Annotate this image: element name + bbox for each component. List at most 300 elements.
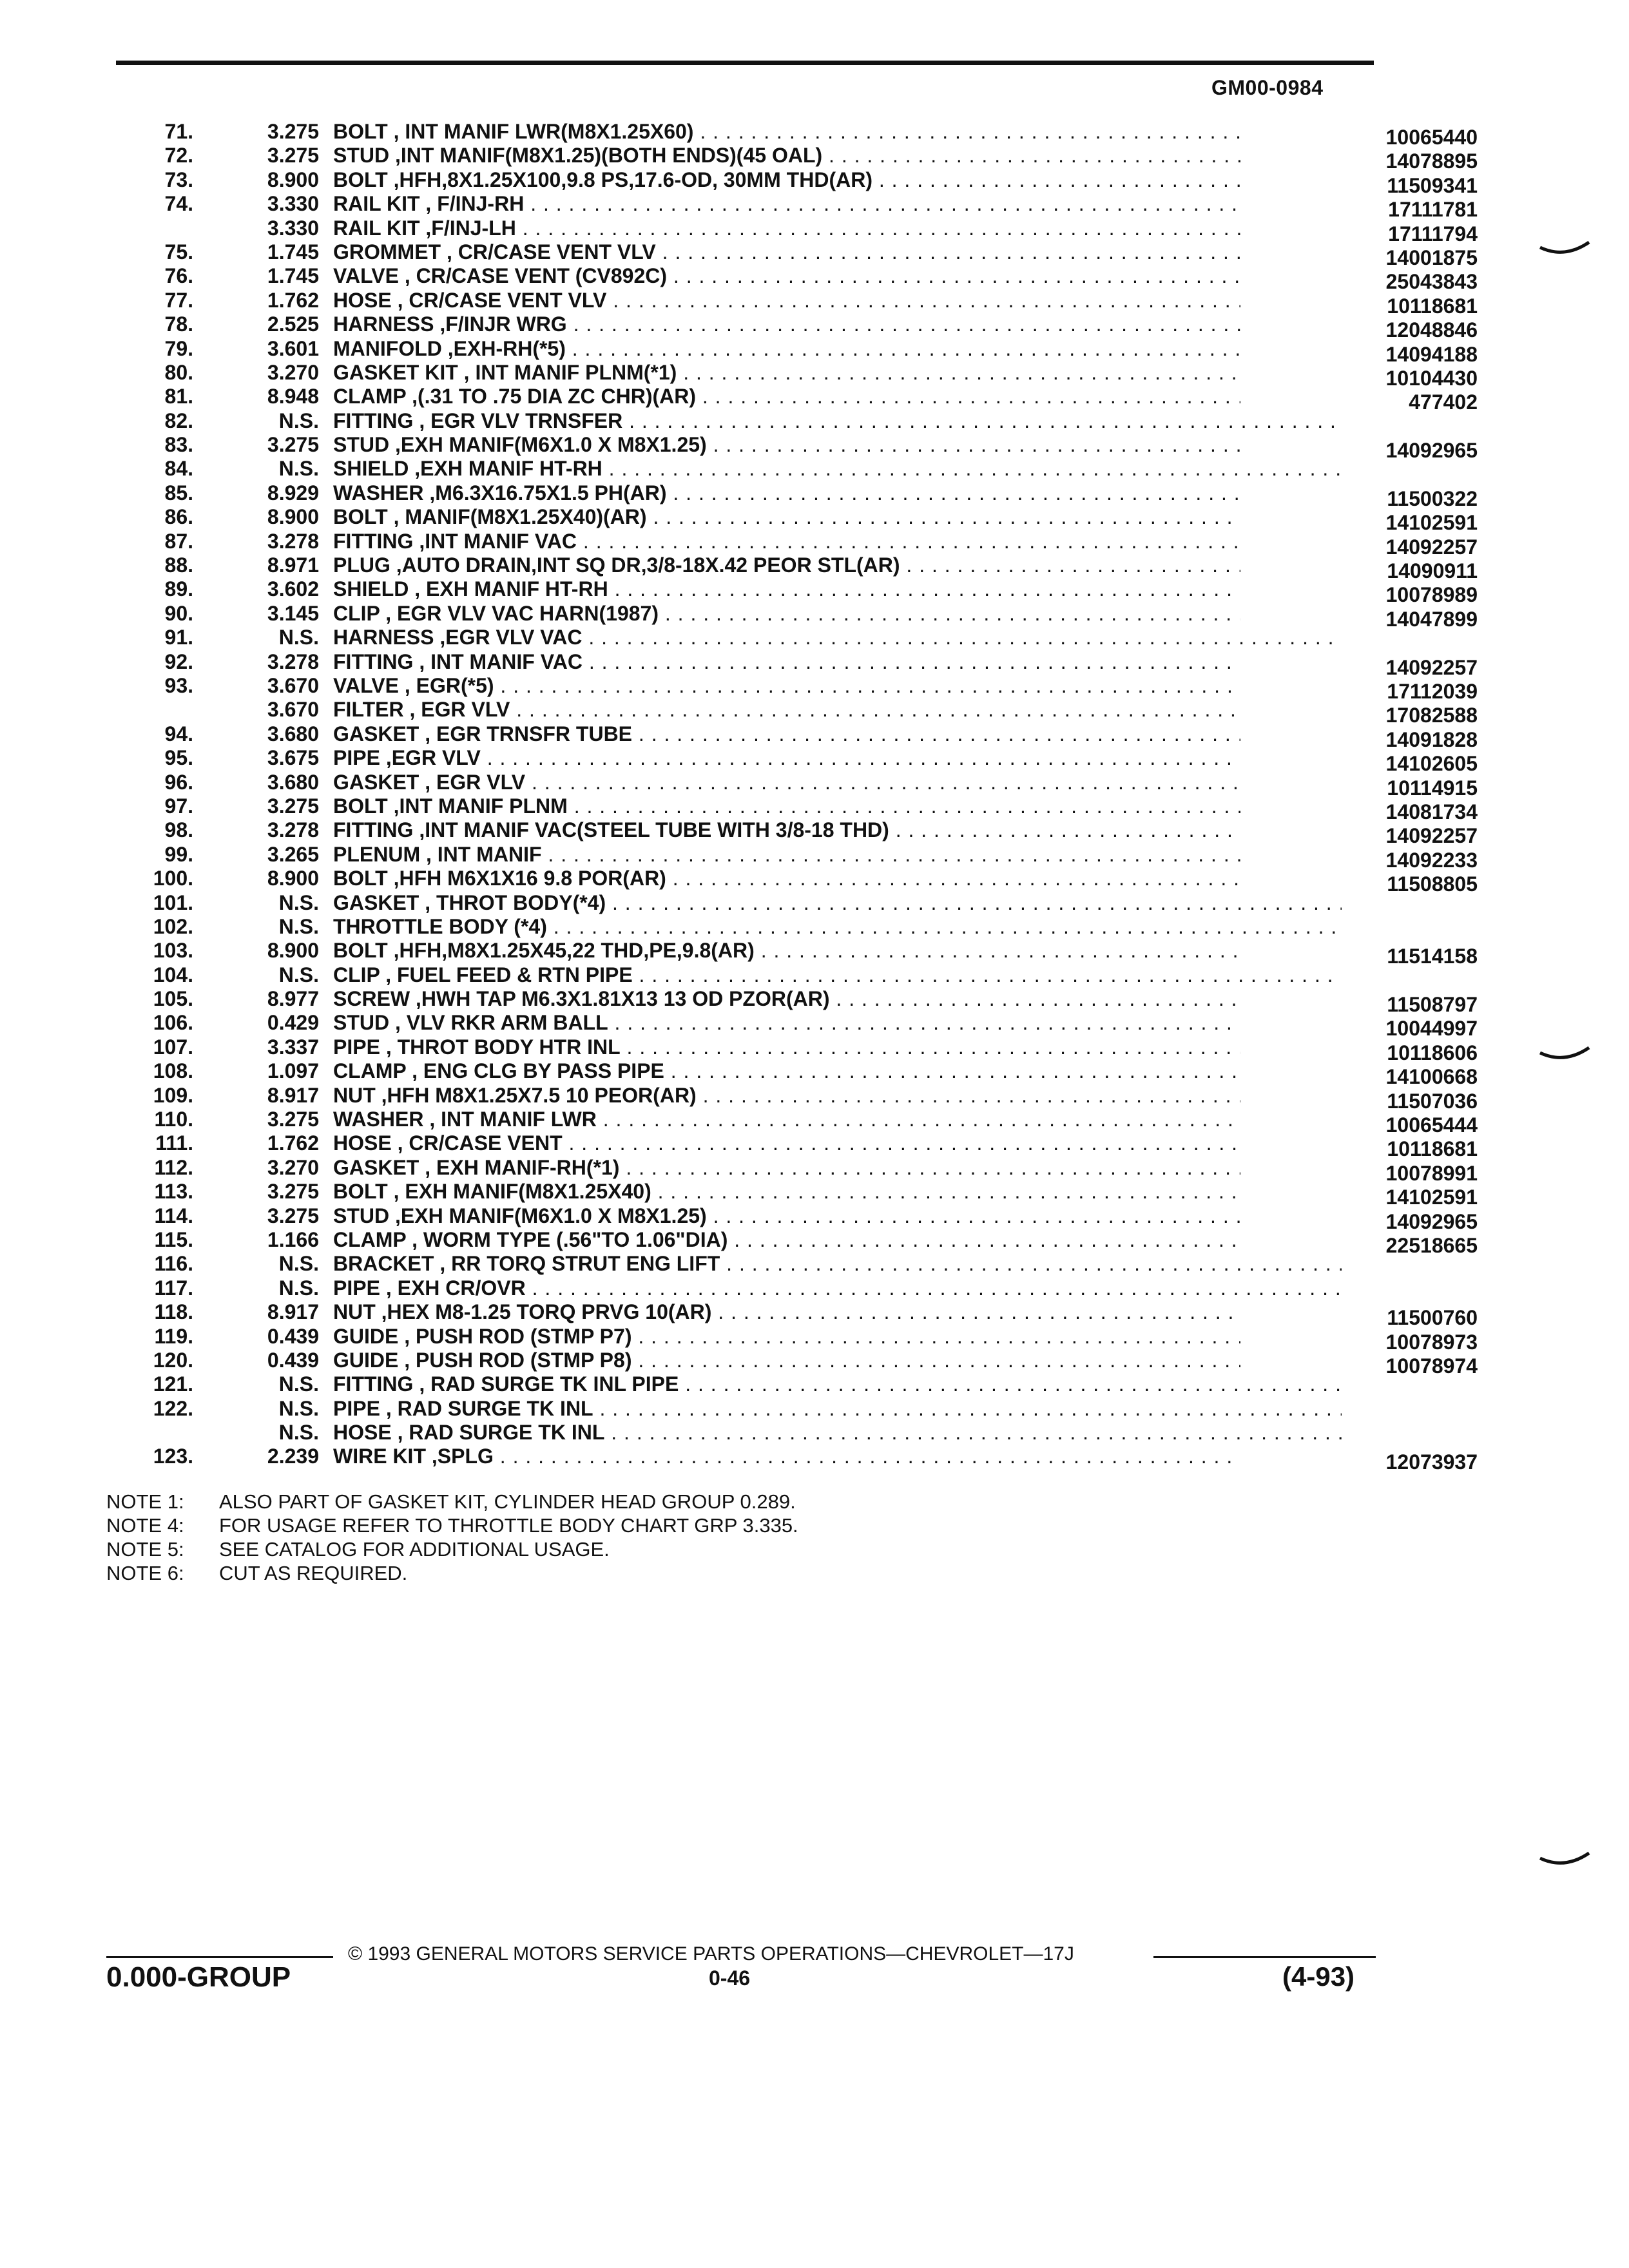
part-group-number: 3.270 [267,1155,319,1179]
part-ref-number: 90. [164,601,193,625]
binder-mark [1539,1044,1590,1070]
part-group-number: 3.270 [267,360,319,384]
part-number: 10118681 [1240,294,1478,318]
document-id: GM00-0984 [1211,76,1324,99]
part-row [103,409,1392,433]
part-group-number: 1.745 [267,240,319,264]
part-ref-number: 92. [164,649,193,673]
part-description-cell [333,818,1342,842]
parts-list [103,120,1478,1474]
part-description-cell [333,505,1342,529]
part-description: SCREW ,HWH TAP M6.3X1.81X13 13 OD PZOR(AR) [333,987,830,1011]
part-row [103,673,1478,703]
part-description: GASKET , EXH MANIF-RH(*1) [333,1155,620,1179]
part-group-number: 8.929 [267,481,319,505]
part-description-cell [333,1300,1342,1324]
part-ref-number: 122. [153,1396,193,1420]
part-group-number: 3.330 [267,192,319,216]
part-description: FITTING ,INT MANIF VAC [333,529,577,553]
part-ref-number: 88. [164,553,193,577]
note-text: ALSO PART OF GASKET KIT, CYLINDER HEAD GROUP 0.289. [219,1490,796,1513]
part-group-number: 2.239 [267,1445,319,1468]
part-group-number: 8.948 [267,385,319,408]
part-group-number: N.S. [278,1396,319,1420]
part-description-cell [333,577,1342,601]
part-ref-number: 113. [154,1180,193,1204]
part-description: NUT ,HEX M8-1.25 TORQ PRVG 10(AR) [333,1300,712,1324]
part-group-number: 3.675 [267,746,319,770]
part-description: CLAMP , WORM TYPE (.56"TO 1.06"DIA) [333,1227,728,1251]
part-group-number: N.S. [278,626,319,649]
part-group-number: 0.439 [267,1348,319,1372]
part-description-cell [333,1108,1342,1131]
part-description: FITTING , INT MANIF VAC [333,649,583,673]
part-number: 11500322 [1240,487,1478,511]
part-number: 14078895 [1240,149,1478,173]
part-group-number: 8.977 [267,987,319,1011]
part-number: 11500760 [1240,1306,1478,1330]
part-description: GUIDE , PUSH ROD (STMP P7) [333,1324,632,1348]
part-description: PLENUM , INT MANIF [333,842,542,866]
part-number: 14092965 [1240,439,1478,463]
part-description-cell [333,1372,1342,1396]
part-description-cell [333,1011,1342,1035]
part-description: BRACKET , RR TORQ STRUT ENG LIFT [333,1252,720,1276]
part-group-number: N.S. [278,408,319,432]
part-group-number: 8.900 [267,505,319,529]
binder-mark [1539,238,1590,264]
part-description: VALVE , CR/CASE VENT (CV892C) [333,264,668,288]
part-description-cell [333,337,1342,361]
part-group-number: 1.166 [267,1227,319,1251]
part-row [103,626,1392,649]
part-ref-number: 103. [153,939,193,963]
part-ref-number: 120. [153,1348,193,1372]
part-number: 10078973 [1240,1331,1478,1354]
revision-date: (4-93) [1282,1961,1355,1992]
part-description: GASKET KIT , INT MANIF PLNM(*1) [333,360,677,384]
part-row [103,1324,1478,1354]
part-number: 10044997 [1240,1017,1478,1041]
part-number: 14092233 [1240,849,1478,872]
page-number: 0-46 [709,1966,751,1990]
part-ref-number: 95. [164,746,193,770]
part-ref-number: 82. [164,408,193,432]
part-description: WASHER ,M6.3X16.75X1.5 PH(AR) [333,481,667,505]
part-number: 17082588 [1240,704,1478,727]
part-number: 10065440 [1240,126,1478,149]
part-ref-number: 116. [154,1252,193,1276]
note-text: SEE CATALOG FOR ADDITIONAL USAGE. [219,1538,610,1561]
part-description-cell [333,433,1342,457]
note-text: FOR USAGE REFER TO THROTTLE BODY CHART GRP 3.335. [219,1514,798,1537]
part-ref-number: 118. [154,1300,193,1324]
part-row [103,818,1478,848]
part-description-cell [333,963,1342,987]
part-row [103,1227,1478,1257]
part-ref-number: 100. [153,867,193,890]
part-row [103,1155,1478,1185]
part-description-cell [333,1131,1342,1155]
part-row [103,1372,1392,1396]
part-description-cell [333,1397,1342,1421]
part-description: GUIDE , PUSH ROD (STMP P8) [333,1348,632,1372]
part-ref-number: 105. [153,987,193,1011]
part-description-cell [333,794,1342,818]
part-number: 14047899 [1240,608,1478,631]
part-row [103,891,1392,915]
part-ref-number: 121. [153,1372,193,1396]
part-number: 17112039 [1240,680,1478,704]
part-description: FITTING ,INT MANIF VAC(STEEL TUBE WITH 3/8-18 THD) [333,818,889,842]
part-row [103,963,1392,987]
part-number: 11508797 [1240,993,1478,1017]
part-description: HARNESS ,F/INJR WRG [333,312,567,336]
part-number: 14090911 [1240,559,1478,583]
part-group-number: N.S. [278,1421,319,1445]
part-group-number: 8.900 [267,939,319,963]
part-number: 10114915 [1240,776,1478,800]
part-row [103,1445,1478,1474]
part-ref-number: 107. [153,1035,193,1059]
part-ref-number: 84. [164,457,193,481]
part-description-cell [333,1035,1342,1059]
part-description: PIPE , THROT BODY HTR INL [333,1035,621,1059]
part-description: RAIL KIT ,F/INJ-LH [333,216,516,240]
part-number: 14102591 [1240,511,1478,535]
part-number: 10118606 [1240,1041,1478,1065]
part-description: BOLT , MANIF(M8X1.25X40)(AR) [333,505,647,529]
part-description: CLIP , EGR VLV VAC HARN(1987) [333,601,659,625]
part-description-cell [333,1084,1342,1108]
part-row [103,1300,1478,1330]
part-description: PIPE , EXH CR/OVR [333,1276,526,1300]
part-description: FITTING , RAD SURGE TK INL PIPE [333,1372,679,1396]
part-ref-number: 106. [153,1011,193,1035]
part-group-number: 1.762 [267,1131,319,1155]
part-group-number: N.S. [278,890,319,914]
note [106,1561,798,1585]
part-ref-number: 73. [164,168,193,191]
part-description: BOLT ,HFH M6X1X16 9.8 POR(AR) [333,867,666,890]
group-label: 0.000-GROUP [106,1961,291,1993]
part-description-cell [333,264,1342,288]
part-ref-number: 78. [164,312,193,336]
footer-left-rule [106,1956,333,1958]
part-description-cell [333,144,1342,168]
note [106,1490,798,1514]
part-description-cell [333,192,1342,216]
part-row [103,481,1478,510]
part-description: STUD ,EXH MANIF(M6X1.0 X M8X1.25) [333,433,707,457]
part-ref-number: 97. [164,794,193,818]
part-row [103,915,1392,939]
part-ref-number: 96. [164,770,193,794]
part-row [103,168,1478,197]
part-row [103,1131,1478,1161]
part-ref-number: 86. [164,505,193,529]
part-description-cell [333,698,1342,722]
part-group-number: 3.275 [267,144,319,168]
part-description: NUT ,HFH M8X1.25X7.5 10 PEOR(AR) [333,1083,697,1107]
copyright-line: © 1993 GENERAL MOTORS SERVICE PARTS OPERATIONS—CHEVROLET—17J [348,1943,1074,1965]
part-description: STUD ,INT MANIF(M8X1.25)(BOTH ENDS)(45 OAL) [333,144,823,168]
part-ref-number: 108. [153,1059,193,1083]
part-description-cell [333,1325,1342,1349]
part-number: 14092965 [1240,1210,1478,1234]
part-row [103,360,1478,390]
part-description-cell [333,240,1342,264]
part-number: 17111781 [1240,198,1478,222]
part-description: SHIELD , EXH MANIF HT-RH [333,577,608,601]
part-ref-number: 76. [164,264,193,288]
part-number: 22518665 [1240,1234,1478,1258]
part-description: STUD ,EXH MANIF(M6X1.0 X M8X1.25) [333,1204,707,1227]
part-row [103,144,1478,173]
part-group-number: 3.337 [267,1035,319,1059]
note [106,1514,798,1537]
part-ref-number: 123. [153,1445,193,1468]
binder-mark [1539,1849,1590,1875]
part-number: 25043843 [1240,270,1478,294]
part-group-number: 2.525 [267,312,319,336]
part-row [103,698,1478,727]
part-row [103,987,1478,1017]
part-description-cell [333,650,1342,674]
part-number: 14092257 [1240,824,1478,848]
part-row [103,120,1478,149]
part-group-number: 3.278 [267,529,319,553]
part-group-number: N.S. [278,1276,319,1300]
part-ref-number: 99. [164,842,193,866]
part-row [103,505,1478,535]
part-number: 10118681 [1240,1137,1478,1161]
part-number: 17111794 [1240,222,1478,246]
part-description-cell [333,168,1342,192]
notes-list [106,1490,798,1585]
part-row [103,529,1478,559]
note-label: NOTE 6: [106,1562,184,1584]
part-description-cell [333,1252,1342,1276]
part-ref-number: 111. [155,1131,193,1155]
part-group-number: 3.275 [267,1204,319,1227]
part-ref-number: 112. [154,1155,193,1179]
part-description-cell [333,385,1342,408]
part-row [103,240,1478,269]
part-group-number: 8.971 [267,553,319,577]
part-row [103,1421,1392,1445]
part-ref-number: 72. [164,144,193,168]
part-row [103,1180,1478,1209]
part-ref-number: 109. [153,1083,193,1107]
part-group-number: 3.670 [267,673,319,697]
part-ref-number: 117. [154,1276,193,1300]
part-row [103,1348,1478,1378]
part-group-number: 3.275 [267,120,319,143]
part-description-cell [333,1445,1342,1468]
part-description-cell [333,1156,1342,1180]
part-row [103,1035,1478,1064]
part-group-number: 8.900 [267,867,319,890]
part-ref-number: 110. [154,1108,193,1131]
part-description-cell [333,674,1342,698]
part-number: 11514158 [1240,945,1478,968]
part-group-number: 3.602 [267,577,319,601]
part-description-cell [333,1180,1342,1204]
part-ref-number: 77. [164,288,193,312]
part-ref-number: 102. [153,914,193,938]
part-number: 14001875 [1240,246,1478,270]
part-description-cell [333,746,1342,770]
part-row [103,746,1478,776]
part-ref-number: 75. [164,240,193,264]
part-description: HOSE , RAD SURGE TK INL [333,1421,605,1445]
part-row [103,264,1478,294]
part-row [103,385,1478,414]
part-group-number: 8.917 [267,1300,319,1324]
part-ref-number: 80. [164,360,193,384]
part-description-cell [333,891,1342,915]
part-row [103,649,1478,679]
part-description-cell [333,867,1342,890]
part-row [103,336,1478,366]
part-number: 11509341 [1240,174,1478,198]
part-ref-number: 98. [164,818,193,842]
part-description-cell [333,602,1342,626]
part-description-cell [333,312,1342,336]
part-description: WIRE KIT ,SPLG [333,1445,494,1468]
part-row [103,939,1478,968]
part-number: 14091828 [1240,728,1478,752]
part-group-number: 8.917 [267,1083,319,1107]
part-group-number: 3.265 [267,842,319,866]
part-description-cell [333,771,1342,794]
part-group-number: 3.275 [267,1108,319,1131]
part-group-number: 8.900 [267,168,319,191]
part-description-cell [333,626,1342,649]
part-description: STUD , VLV RKR ARM BALL [333,1011,608,1035]
footer-right-rule [1153,1956,1376,1958]
part-row [103,867,1478,896]
part-ref-number: 119. [154,1324,193,1348]
part-row [103,312,1478,342]
note-label: NOTE 4: [106,1514,184,1537]
part-group-number: 3.680 [267,770,319,794]
part-ref-number: 79. [164,336,193,360]
part-number: 11507036 [1240,1090,1478,1113]
part-description-cell [333,216,1342,240]
part-description-cell [333,1228,1342,1252]
part-description-cell [333,987,1342,1011]
part-description: HOSE , CR/CASE VENT [333,1131,563,1155]
part-group-number: 1.745 [267,264,319,288]
part-description-cell [333,1421,1342,1445]
part-group-number: 3.275 [267,794,319,818]
part-number: 477402 [1240,390,1478,414]
part-ref-number: 89. [164,577,193,601]
part-description-cell [333,409,1342,433]
part-description: RAIL KIT , F/INJ-RH [333,192,525,216]
part-row [103,192,1478,222]
part-number: 10065444 [1240,1113,1478,1137]
part-description: GROMMET , CR/CASE VENT VLV [333,240,656,264]
note [106,1537,798,1561]
part-description: PIPE , RAD SURGE TK INL [333,1396,593,1420]
part-group-number: 3.680 [267,722,319,745]
part-ref-number: 85. [164,481,193,505]
part-description: HARNESS ,EGR VLV VAC [333,626,583,649]
part-description-cell [333,1204,1342,1228]
part-description: THROTTLE BODY (*4) [333,914,547,938]
note-label: NOTE 5: [106,1538,184,1561]
part-ref-number: 74. [164,192,193,216]
part-row [103,1252,1392,1276]
part-row [103,577,1478,607]
part-row [103,433,1478,463]
part-description: BOLT , EXH MANIF(M8X1.25X40) [333,1180,651,1204]
part-number: 14081734 [1240,800,1478,824]
part-number: 10078991 [1240,1162,1478,1186]
part-description: CLIP , FUEL FEED & RTN PIPE [333,963,633,986]
part-row [103,1083,1478,1113]
part-description: GASKET , THROT BODY(*4) [333,890,606,914]
part-description: PIPE ,EGR VLV [333,746,481,770]
part-group-number: 1.097 [267,1059,319,1083]
part-row [103,1059,1478,1089]
part-description-cell [333,361,1342,385]
part-description-cell [333,915,1342,939]
part-group-number: 3.275 [267,433,319,457]
part-description: BOLT ,INT MANIF PLNM [333,794,568,818]
part-ref-number: 104. [153,963,193,986]
part-group-number: N.S. [278,1252,319,1276]
part-group-number: 3.145 [267,601,319,625]
part-ref-number: 91. [164,626,193,649]
part-description-cell [333,553,1342,577]
part-description-cell [333,1349,1342,1372]
part-number: 14100668 [1240,1065,1478,1089]
part-description-cell [333,481,1342,505]
note-label: NOTE 1: [106,1490,184,1513]
part-group-number: 3.670 [267,698,319,722]
part-description-cell [333,1059,1342,1083]
part-ref-number: 71. [164,120,193,143]
part-description: CLAMP , ENG CLG BY PASS PIPE [333,1059,664,1083]
part-group-number: 0.429 [267,1011,319,1035]
part-description: BOLT ,HFH,8X1.25X100,9.8 PS,17.6-OD, 30MM THD(AR) [333,168,872,191]
part-ref-number: 93. [164,673,193,697]
part-row [103,601,1478,631]
part-number: 12048846 [1240,318,1478,342]
part-description-cell [333,722,1342,746]
part-description-cell [333,939,1342,963]
part-group-number: N.S. [278,914,319,938]
top-rule [116,61,1374,65]
part-ref-number: 94. [164,722,193,745]
part-number: 14102605 [1240,752,1478,776]
part-group-number: 1.762 [267,288,319,312]
part-description: SHIELD ,EXH MANIF HT-RH [333,457,602,481]
part-ref-number: 83. [164,433,193,457]
part-description: GASKET , EGR TRNSFR TUBE [333,722,633,745]
part-description-cell [333,843,1342,867]
part-number: 12073937 [1240,1450,1478,1474]
part-description: GASKET , EGR VLV [333,770,526,794]
part-group-number: N.S. [278,1372,319,1396]
part-group-number: N.S. [278,963,319,986]
part-row [103,1276,1392,1300]
part-ref-number: 87. [164,529,193,553]
